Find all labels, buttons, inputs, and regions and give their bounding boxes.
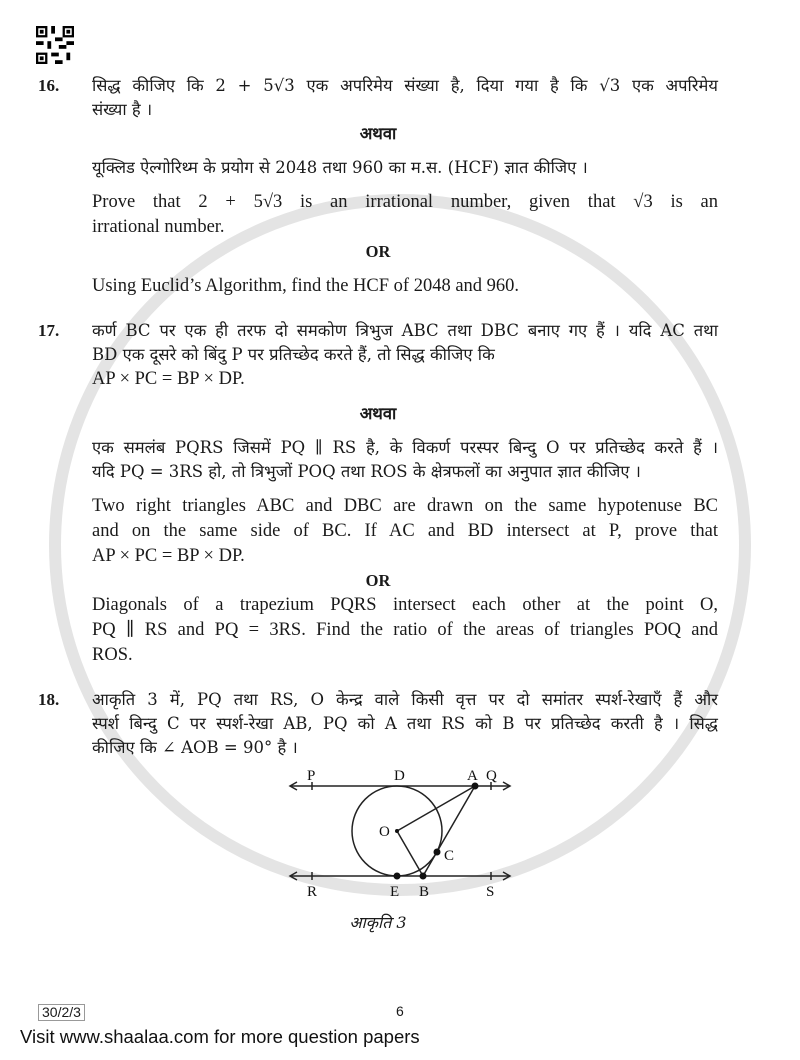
label-q: Q <box>486 768 497 784</box>
question-17 <box>38 319 718 668</box>
q17-english-alt-line: PQ ∥ RS and PQ = 3RS. Find the ratio of the areas of triangles POQ and <box>92 620 718 640</box>
question-number: 16. <box>38 76 60 95</box>
q17-hindi-alt-line: यदि PQ = 3RS हो, तो त्रिभुजों POQ तथा ROS के क्षेत्रफलों का अनुपात ज्ञात कीजिए । <box>92 462 641 481</box>
q16-english-alt: Using Euclid’s Algorithm, find the HCF of 2048 and 960. <box>92 276 520 296</box>
q17-english-line: AP × PC = BP × DP. <box>92 546 245 566</box>
q16-english-line: irrational number. <box>92 217 225 237</box>
visit-link[interactable]: Visit www.shaalaa.com for more question papers <box>20 1026 420 1047</box>
question-18 <box>38 688 718 934</box>
q17-hindi-line: BD एक दूसरे को बिंदु P पर प्रतिच्छेद करते हैं, तो सिद्ध कीजिए कि <box>92 345 495 364</box>
label-r: R <box>307 884 318 900</box>
qr-code-icon <box>36 26 74 64</box>
label-a: A <box>467 768 478 784</box>
q18-hindi-line: स्पर्श बिन्दु C पर स्पर्श-रेखा AB, PQ को A तथा RS को B पर प्रतिच्छेद करती है । सिद्ध <box>92 714 718 733</box>
q17-english-line: Two right triangles ABC and DBC are drawn on the same hypotenuse BC <box>92 496 718 516</box>
q17-hindi-line: AP × PC = BP × DP. <box>92 369 245 389</box>
q16-english-line: Prove that 2 + 5√3 is an irrational number, given that √3 is an <box>92 192 718 212</box>
label-p: P <box>307 768 316 784</box>
question-list <box>38 74 718 934</box>
label-o: O <box>379 824 390 840</box>
paper-code: 30/2/3 <box>38 1004 85 1021</box>
q17-hindi-line: कर्ण BC पर एक ही तरफ दो समकोण त्रिभुज ABC तथा DBC बनाए गए हैं । यदि AC तथा <box>92 321 718 340</box>
label-b: B <box>419 884 430 900</box>
q18-hindi-line: कीजिए कि ∠ AOB = 90° है । <box>92 738 298 757</box>
or-english-heading: OR <box>365 242 391 261</box>
question-16 <box>38 74 718 299</box>
or-hindi-heading: अथवा <box>359 404 397 423</box>
q16-hindi-line: संख्या है । <box>92 100 153 119</box>
or-english-heading: OR <box>365 571 391 590</box>
label-s: S <box>486 884 495 900</box>
q16-hindi-line: सिद्ध कीजिए कि 2 + 5√3 एक अपरिमेय संख्या है, दिया गया है कि √3 एक अपरिमेय <box>92 76 718 95</box>
label-c: C <box>444 848 455 864</box>
q18-hindi-line: आकृति 3 में, PQ तथा RS, O केन्द्र वाले किसी वृत्त पर दो समांतर स्पर्श-रेखाएँ हैं और <box>92 690 718 709</box>
label-e: E <box>390 884 400 900</box>
figure-caption: आकृति 3 <box>349 913 407 932</box>
q16-hindi-alt: यूक्लिड ऐल्गोरिथ्म के प्रयोग से 2048 तथा 960 का म.स. (HCF) ज्ञात कीजिए । <box>92 158 588 177</box>
q17-english-alt-line: Diagonals of a trapezium PQRS intersect each other at the point O, <box>92 595 718 615</box>
figure-3-diagram <box>38 764 718 902</box>
q17-hindi-alt-line: एक समलंब PQRS जिसमें PQ ∥ RS है, के विकर्ण परस्पर बिन्दु O पर प्रतिच्छेद करते हैं । <box>92 438 718 457</box>
question-number: 17. <box>38 321 60 340</box>
question-number: 18. <box>38 690 60 709</box>
q17-english-alt-line: ROS. <box>92 645 133 665</box>
q17-english-line: and on the same side of BC. If AC and BD intersect at P, prove that <box>92 521 718 541</box>
or-hindi-heading: अथवा <box>359 124 397 143</box>
label-d: D <box>394 768 405 784</box>
page-number: 6 <box>396 1003 404 1019</box>
